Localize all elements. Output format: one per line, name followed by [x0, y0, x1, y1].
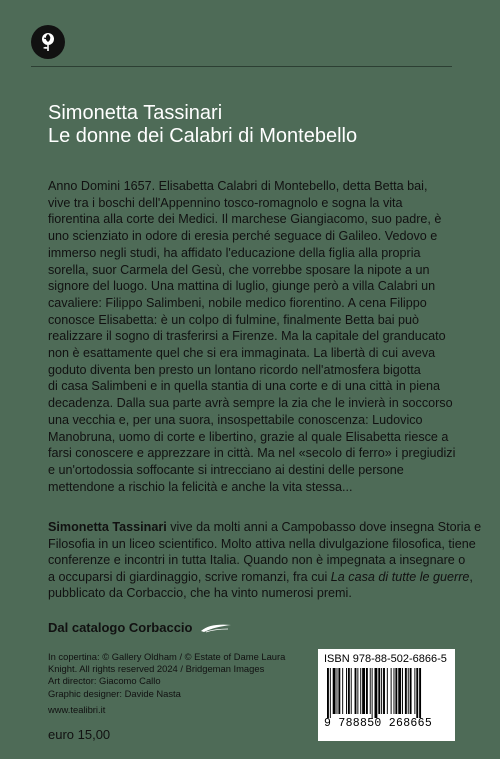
credit-line: In copertina: © Gallery Oldham / © Estate of Dame Laura — [48, 651, 286, 662]
blurb-line: cavaliere: Filippo Salimbeni, nobile medico fiorentino. A cena Filippo — [48, 295, 427, 310]
blurb-line: Manobruna, uomo di corte e libertino, grazie al quale Elisabetta riesce a — [48, 429, 449, 444]
barcode-bar — [378, 668, 380, 714]
barcode-bar — [402, 668, 403, 714]
blurb-line: uno scienziato in odore di eresia perché seguace di Galileo. Vedovo e — [48, 229, 438, 244]
bio-text: a occuparsi di giardinaggio, scrive romanzi, fra cui — [48, 569, 331, 584]
barcode-bar — [391, 668, 392, 714]
barcode-bar — [357, 668, 358, 714]
barcode-bar — [330, 668, 331, 718]
isbn-barcode-box — [318, 649, 455, 741]
bio-text: vive da molti anni a Campobasso dove insegna Storia e — [166, 520, 482, 534]
bio-text: , — [469, 569, 473, 584]
credit-line: Graphic designer: Davide Nasta — [48, 687, 181, 699]
author-name: Simonetta Tassinari — [48, 102, 223, 124]
blurb-line: farsi conoscere e apprezzare in città. Ma nel «secolo di ferro» i pregiudizi — [48, 446, 456, 461]
barcode-bar — [333, 668, 336, 714]
blurb-line: una vecchia e, per una suora, insospettabile conoscenza: Ludovico — [48, 412, 423, 427]
blurb-line: mettendone a rischio la felicità e anche la vita stessa... — [48, 479, 353, 494]
barcode-bar — [348, 668, 350, 714]
blurb-line: realizzare il sogno di trasferirsi a Firenze. Ma la capitale del granducato — [48, 329, 446, 344]
publisher-logo — [31, 25, 65, 59]
top-divider — [31, 66, 452, 67]
barcode-bar — [366, 668, 368, 714]
credit-line: Art director: Giacomo Callo — [48, 675, 161, 687]
barcode-number: 9 788850 268665 — [324, 717, 433, 730]
bio-text: conferenze e incontri in tutta Italia. Quando non è impegnata a insegnare o — [48, 553, 466, 567]
barcode-bar — [337, 668, 338, 714]
blurb-line: vive tra i boschi dell'Appennino tosco-romagnolo e sogna la vita — [48, 195, 403, 210]
barcode-bar — [395, 668, 397, 714]
blurb-line: non è esattamente quel che si era immaginata. La libertà di cui aveva — [48, 346, 436, 361]
catalog-label: Dal catalogo Corbaccio — [48, 620, 193, 635]
blurb-line: immerso negli studi, ha affidato l'educazione della figlia alla propria — [48, 245, 421, 260]
title-block — [48, 102, 468, 148]
barcode-bar — [398, 668, 401, 714]
blurb-line: conosce Elisabetta: è un colpo di fulmine, finalmente Betta bai può — [48, 312, 420, 327]
barcode-bar — [405, 668, 407, 714]
catalog-line — [48, 620, 232, 635]
cover-credits — [48, 651, 328, 700]
blurb-line: Anno Domini 1657. Elisabetta Calabri di Montebello, detta Betta bai, — [48, 179, 428, 193]
author-bio — [48, 519, 482, 602]
barcode-bar — [394, 668, 395, 714]
barcode-bar — [346, 668, 347, 714]
publisher-website: www.tealibri.it — [48, 704, 106, 715]
price: euro 15,00 — [48, 727, 111, 742]
blurb-line: decadenza. Dalla sua parte avrà sempre la zia che le invierà in soccorso — [48, 396, 453, 411]
barcode-bar — [351, 668, 352, 714]
book-title: Le donne dei Calabri di Montebello — [48, 125, 358, 147]
barcode-bar — [408, 668, 409, 714]
barcode-bar — [362, 668, 365, 714]
barcode-bar — [414, 668, 415, 714]
barcode-bar — [370, 668, 371, 714]
book-blurb — [48, 178, 458, 495]
barcode-bar — [342, 668, 343, 714]
bio-text: pubblicato da Corbaccio, che ha vinto numerosi premi. — [48, 586, 352, 600]
isbn-label: ISBN 978-88-502-6866-5 — [324, 653, 447, 665]
barcode-bar — [383, 668, 385, 714]
blurb-line: signore del luogo. Una mattina di luglio, giunge però a villa Calabri un — [48, 279, 436, 294]
barcode-bar — [355, 668, 357, 714]
barcode-bar — [381, 668, 382, 714]
blurb-line: sorella, suor Carmela del Gesù, che vorrebbe sposare la nipote a un — [48, 262, 430, 277]
rose-icon — [36, 30, 60, 54]
blurb-line: di casa Salimbeni e in quella stantia di una corte e di una città in piena — [48, 379, 441, 394]
barcode-icon — [324, 668, 449, 718]
barcode-bar — [416, 668, 418, 718]
barcode-bar — [387, 668, 388, 714]
bio-text: Filosofia in un liceo scientifico. Molto attiva nella divulgazione filosofica, tiene — [48, 536, 476, 551]
credit-line: Knight. All rights reserved 2024 / Bridgeman Images — [48, 663, 265, 675]
barcode-bar — [419, 668, 421, 718]
barcode-bar — [372, 668, 373, 718]
swoosh-icon — [200, 622, 232, 634]
bio-book-title: La casa di tutte le guerre — [330, 569, 470, 584]
blurb-line: goduto diventa ben presto un lontano ricordo nell'atmosfera bigotta — [48, 362, 421, 377]
barcode-bar — [360, 668, 361, 714]
barcode-bar — [327, 668, 329, 718]
barcode-bar — [410, 668, 412, 714]
barcode-bar — [338, 668, 340, 714]
blurb-line: e un'ortodossia soffocante si intrecciano ai destini delle persone — [48, 462, 404, 477]
blurb-line: fiorentina alla corte dei Medici. Il marchese Giangiacomo, suo padre, è — [48, 212, 442, 227]
bio-author-name: Simonetta Tassinari — [48, 520, 167, 534]
barcode-bar — [375, 668, 378, 718]
